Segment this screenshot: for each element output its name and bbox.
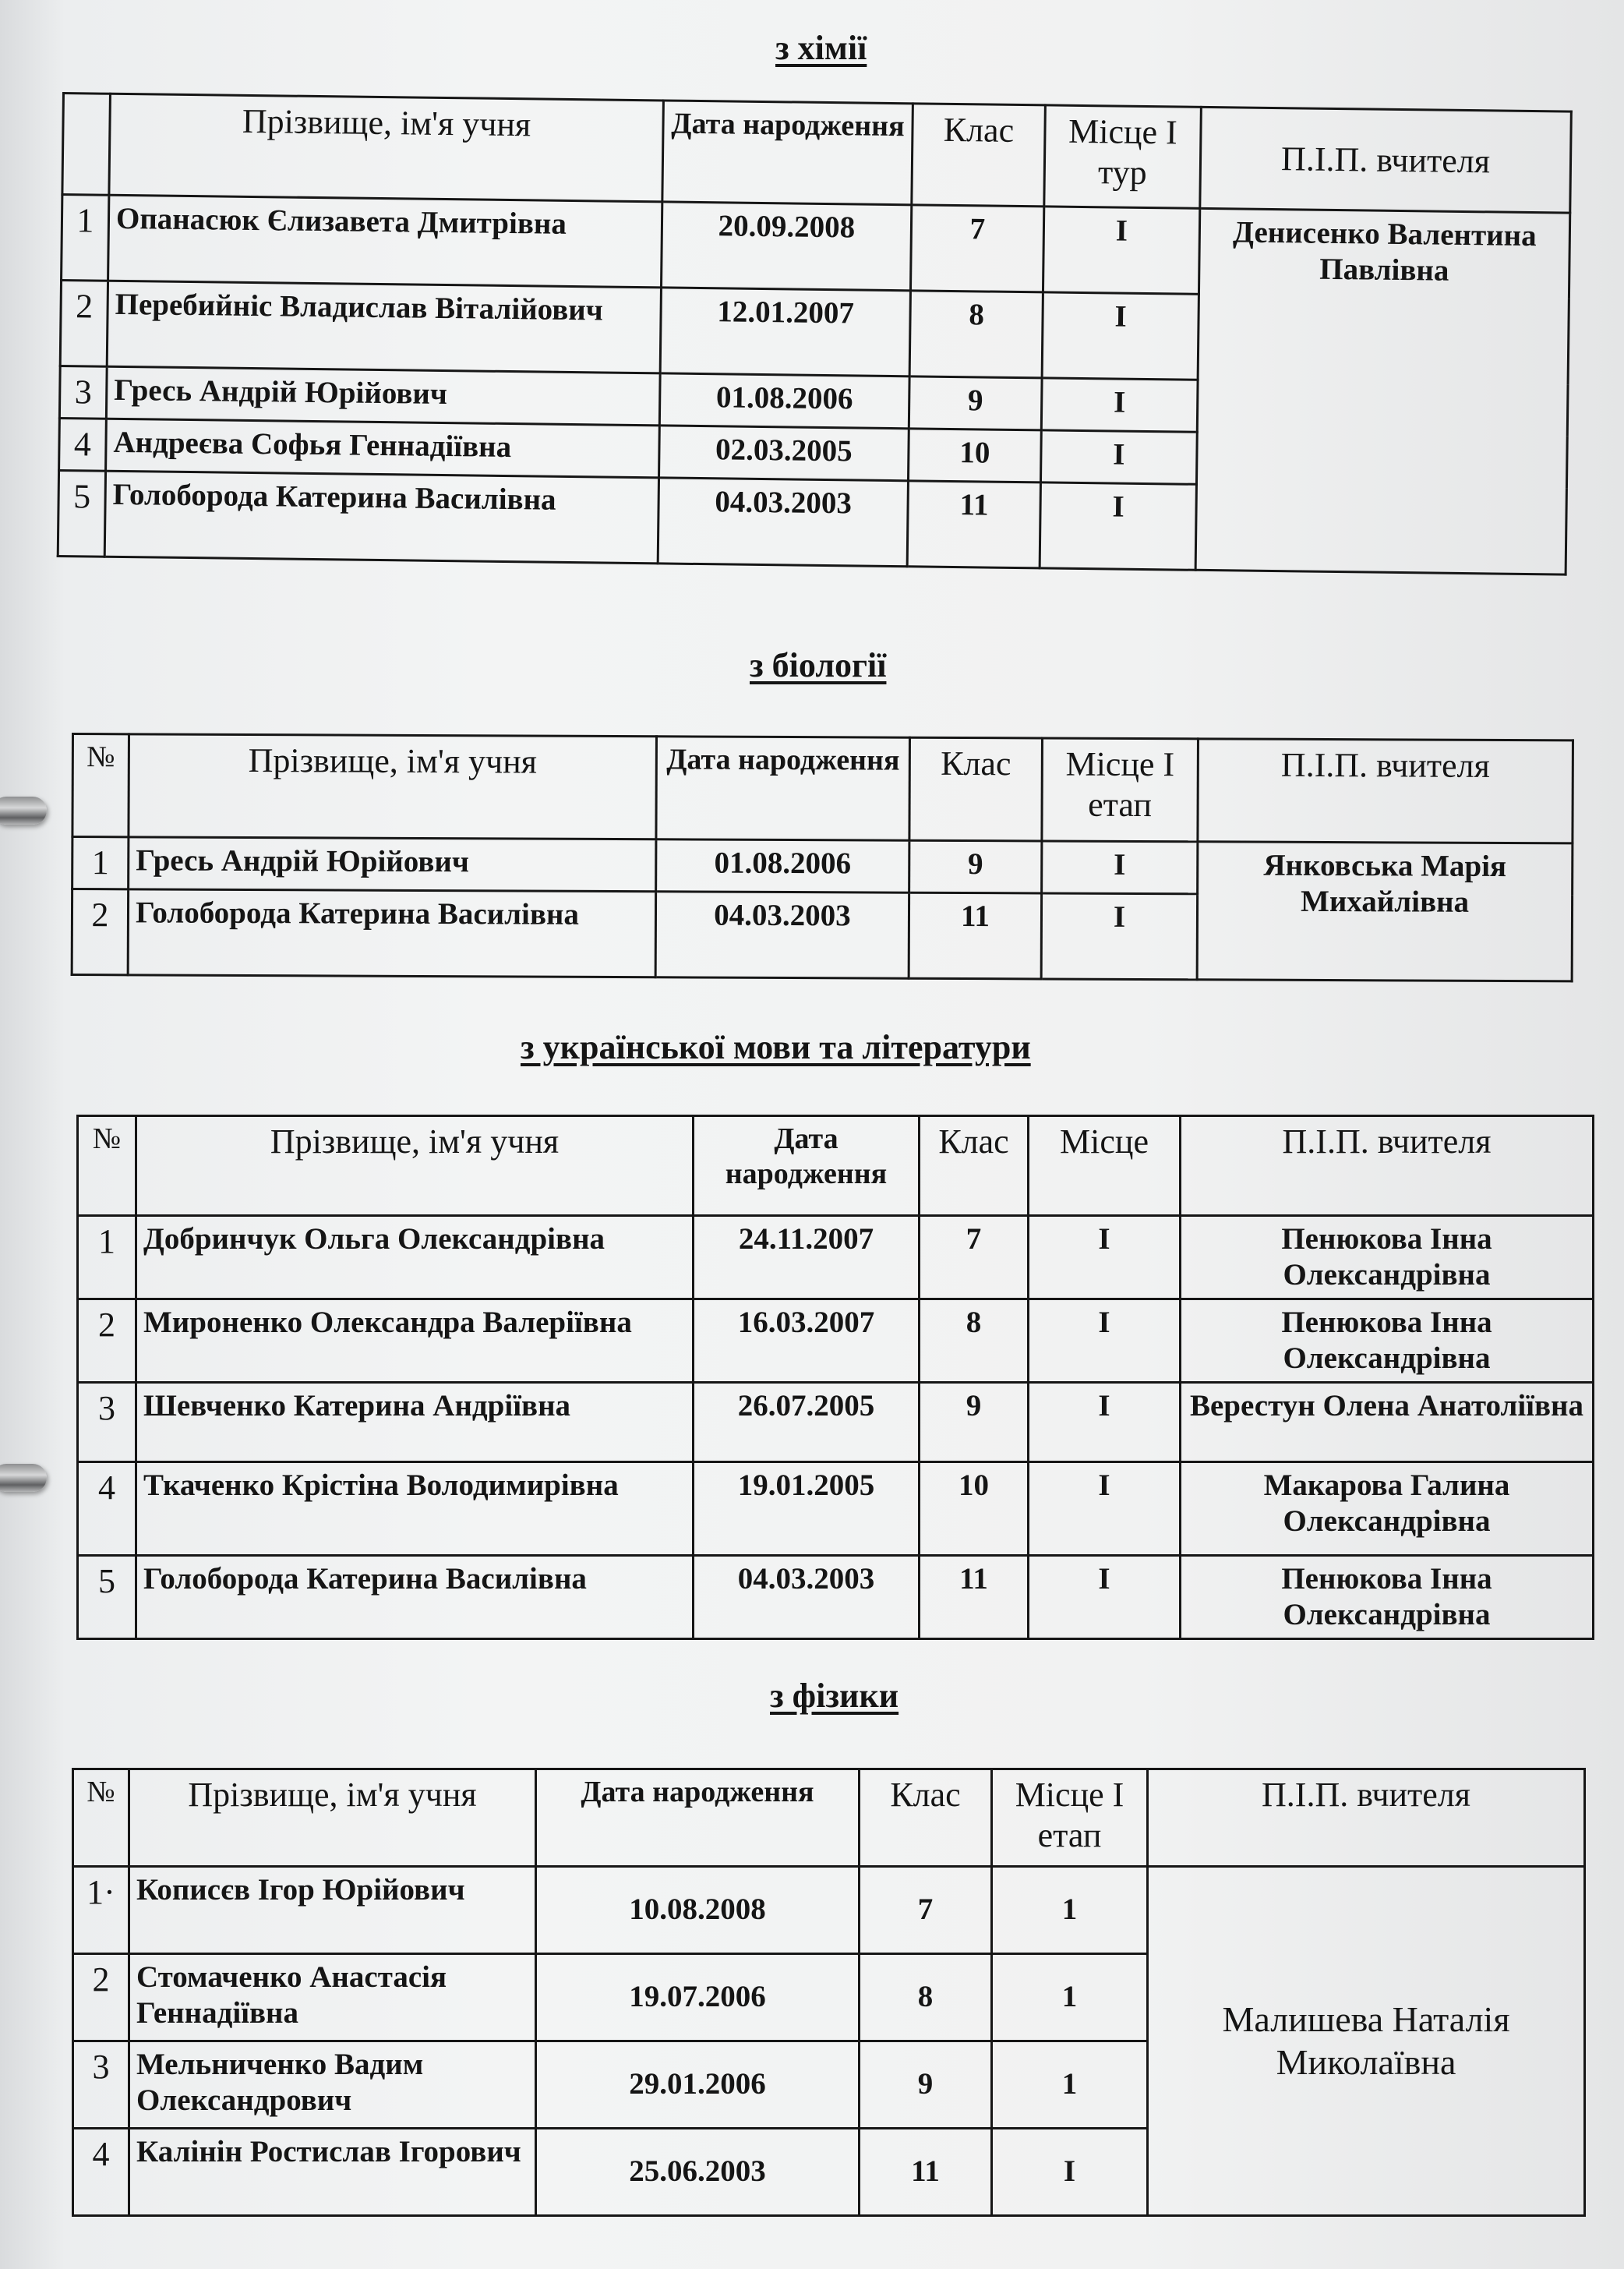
table-row <box>72 837 1573 896</box>
row-num: 3 <box>59 366 107 419</box>
class-value: 7 <box>910 205 1043 292</box>
header-name: Прізвище, ім'я учня <box>109 94 664 202</box>
row-num: 2 <box>78 1299 136 1383</box>
header-place: Місце І етап <box>992 1769 1148 1867</box>
birth-date: 10.08.2008 <box>536 1867 860 1954</box>
header-dob: Дата народження <box>662 101 913 205</box>
section-title-physics: з фізики <box>770 1677 899 1715</box>
header-name: Прізвище, ім'я учня <box>129 1769 536 1867</box>
birth-date: 01.08.2006 <box>659 373 909 429</box>
birth-date: 25.06.2003 <box>536 2129 860 2216</box>
student-name: Ткаченко Крістіна Володимирівна <box>136 1462 694 1556</box>
class-value: 9 <box>860 2041 992 2129</box>
student-name: Шевченко Катерина Андріївна <box>136 1383 694 1462</box>
place-value: І <box>1040 430 1197 484</box>
biology-table <box>71 733 1574 982</box>
student-name: Андреєва Софья Геннадіївна <box>106 419 660 478</box>
table-row <box>78 1556 1594 1639</box>
place-value: І <box>1029 1299 1181 1383</box>
birth-date: 24.11.2007 <box>694 1216 920 1299</box>
header-class: Клас <box>912 104 1046 207</box>
class-value: 11 <box>920 1556 1029 1639</box>
row-num: 3 <box>78 1383 136 1462</box>
student-name: Кописєв Ігор Юрійович <box>129 1867 536 1954</box>
birth-date: 16.03.2007 <box>694 1299 920 1383</box>
header-num: № <box>72 734 129 837</box>
table-row <box>73 1867 1585 1954</box>
place-value: І <box>1042 292 1199 380</box>
row-num: 1 <box>62 195 109 281</box>
student-name: Голоборода Катерина Василівна <box>136 1556 694 1639</box>
class-value: 11 <box>860 2129 992 2216</box>
place-value: І <box>1029 1462 1181 1556</box>
class-value: 10 <box>908 429 1041 482</box>
class-value: 7 <box>860 1867 992 1954</box>
chemistry-table <box>57 92 1573 575</box>
table-row <box>78 1383 1594 1462</box>
header-name: Прізвище, ім'я учня <box>129 734 657 839</box>
student-name: Калінін Ростислав Ігорович <box>129 2129 536 2216</box>
row-num: 4 <box>59 418 107 471</box>
table-header-row <box>78 1116 1594 1216</box>
place-value: 1 <box>992 2041 1148 2129</box>
place-value: І <box>1042 841 1198 894</box>
teacher-name: Пенюкова Інна Олександрівна <box>1181 1556 1594 1639</box>
table-header-row <box>62 94 1571 214</box>
place-value: 1 <box>992 1954 1148 2041</box>
binder-ring-top <box>0 797 47 825</box>
class-value: 8 <box>920 1299 1029 1383</box>
header-teacher: П.І.П. вчителя <box>1181 1116 1594 1216</box>
row-num: 1 <box>72 837 129 889</box>
student-name: Гресь Андрій Юрійович <box>106 366 660 426</box>
class-value: 7 <box>920 1216 1029 1299</box>
birth-date: 19.01.2005 <box>694 1462 920 1556</box>
header-dob: Дата народження <box>536 1769 860 1867</box>
binder-ring-middle <box>0 1464 47 1492</box>
place-value: І <box>1041 378 1198 432</box>
place-value: І <box>1029 1556 1181 1639</box>
teacher-name: Пенюкова Інна Олександрівна <box>1181 1216 1594 1299</box>
place-value: 1 <box>992 1867 1148 1954</box>
row-num: 3 <box>73 2041 129 2129</box>
student-name: Мироненко Олександра Валеріївна <box>136 1299 694 1383</box>
teacher-name: Пенюкова Інна Олександрівна <box>1181 1299 1594 1383</box>
header-place: Місце <box>1029 1116 1181 1216</box>
teacher-name: Макарова Галина Олександрівна <box>1181 1462 1594 1556</box>
physics-table <box>72 1768 1586 2217</box>
student-name: Гресь Андрій Юрійович <box>129 837 656 892</box>
place-value: І <box>992 2129 1148 2216</box>
header-teacher: П.І.П. вчителя <box>1148 1769 1585 1867</box>
birth-date: 01.08.2006 <box>656 839 909 892</box>
table-row <box>78 1299 1594 1383</box>
section-title-chemistry: з хімії <box>775 29 867 67</box>
place-value: І <box>1043 207 1199 294</box>
header-place: Місце І тур <box>1044 105 1202 208</box>
class-value: 8 <box>909 291 1043 378</box>
place-value: І <box>1041 893 1197 980</box>
birth-date: 20.09.2008 <box>661 202 911 291</box>
student-name: Мельниченко Вадим Олександрович <box>129 2041 536 2129</box>
birth-date: 26.07.2005 <box>694 1383 920 1462</box>
birth-date: 02.03.2005 <box>659 426 909 481</box>
row-num: 5 <box>58 470 105 557</box>
birth-date: 19.07.2006 <box>536 1954 860 2041</box>
header-name: Прізвище, ім'я учня <box>136 1116 694 1216</box>
teacher-name: Малишева Наталія Миколаївна <box>1148 1867 1585 2216</box>
class-value: 11 <box>907 481 1040 568</box>
class-value: 9 <box>909 376 1042 430</box>
place-value: І <box>1029 1383 1181 1462</box>
section-title-biology: з біології <box>750 646 887 684</box>
class-value: 9 <box>920 1383 1029 1462</box>
row-num: 2 <box>72 889 128 974</box>
row-num: 4 <box>73 2129 129 2216</box>
birth-date: 12.01.2007 <box>660 288 910 376</box>
header-dob: Дата народження <box>656 737 910 840</box>
birth-date: 04.03.2003 <box>655 892 909 978</box>
student-name: Опанасюк Єлизавета Дмитрівна <box>108 195 662 288</box>
header-class: Клас <box>909 737 1043 841</box>
birth-date: 04.03.2003 <box>694 1556 920 1639</box>
header-class: Клас <box>920 1116 1029 1216</box>
teacher-name: Денисенко Валентина Павлівна <box>1195 208 1570 574</box>
table-row <box>78 1462 1594 1556</box>
class-value: 9 <box>909 840 1042 893</box>
row-num: 2 <box>73 1954 129 2041</box>
teacher-name: Янковська Марія Михайлівна <box>1197 842 1573 981</box>
section-title-ukrainian: з української мови та літератури <box>521 1028 1031 1066</box>
table-header-row <box>72 734 1573 843</box>
student-name: Перебийніс Владислав Віталійович <box>107 281 661 373</box>
header-num <box>62 94 111 196</box>
class-value: 8 <box>860 1954 992 2041</box>
row-num: 1· <box>73 1867 129 1954</box>
student-name: Голоборода Катерина Василівна <box>104 471 658 564</box>
row-num: 5 <box>78 1556 136 1639</box>
student-name: Голоборода Катерина Василівна <box>128 889 655 977</box>
teacher-name: Верестун Олена Анатоліївна <box>1181 1383 1594 1462</box>
row-num: 1 <box>78 1216 136 1299</box>
table-header-row <box>73 1769 1585 1867</box>
header-dob: Дата народження <box>694 1116 920 1216</box>
header-num: № <box>78 1116 136 1216</box>
place-value: І <box>1040 482 1196 570</box>
class-value: 11 <box>909 892 1041 979</box>
row-num: 4 <box>78 1462 136 1556</box>
student-name: Стомаченко Анастасія Геннадіївна <box>129 1954 536 2041</box>
header-num: № <box>73 1769 129 1867</box>
table-row <box>78 1216 1594 1299</box>
student-name: Добринчук Ольга Олександрівна <box>136 1216 694 1299</box>
header-teacher: П.І.П. вчителя <box>1198 739 1573 843</box>
birth-date: 29.01.2006 <box>536 2041 860 2129</box>
header-teacher: П.І.П. вчителя <box>1200 107 1572 213</box>
row-num: 2 <box>60 281 108 367</box>
birth-date: 04.03.2003 <box>658 478 908 567</box>
ukrainian-table <box>76 1115 1594 1640</box>
place-value: І <box>1029 1216 1181 1299</box>
class-value: 10 <box>920 1462 1029 1556</box>
header-class: Клас <box>860 1769 992 1867</box>
header-place: Місце І етап <box>1042 738 1199 842</box>
